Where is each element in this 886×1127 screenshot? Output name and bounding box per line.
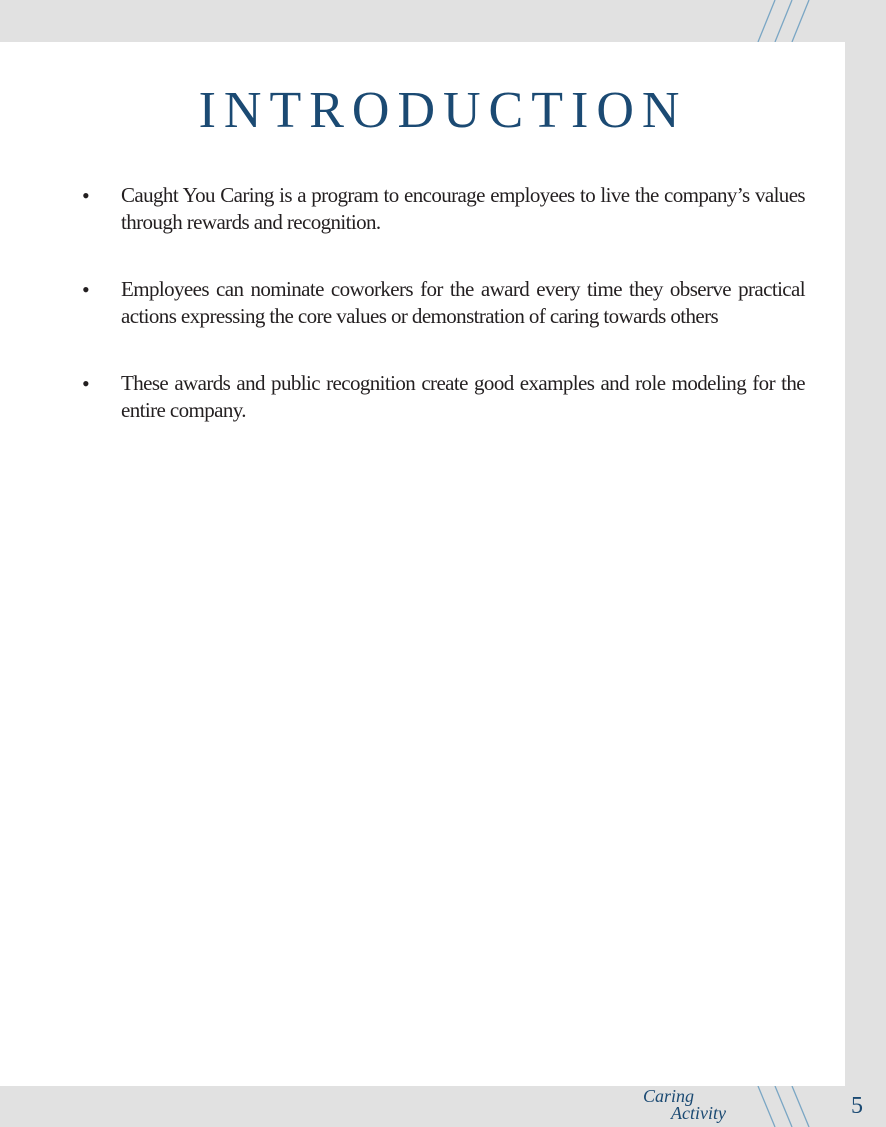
brand-line-activity: Activity — [671, 1103, 726, 1123]
brand-logo — [640, 1086, 740, 1127]
bullet-item — [0, 370, 886, 424]
bullet-marker: • — [82, 371, 90, 396]
bullet-item — [0, 182, 886, 236]
bullet-list — [0, 182, 886, 464]
brand-line-caring: Caring — [643, 1086, 695, 1106]
bullet-text: These awards and public recognition create good examples and role modeling for the entire company. — [121, 371, 805, 422]
page-title: INTRODUCTION — [198, 82, 688, 139]
bullet-text: Caught You Caring is a program to encourage employees to live the company’s values through rewards and recognition. — [121, 183, 805, 234]
bullet-item — [0, 276, 886, 330]
bullet-text: Employees can nominate coworkers for the award every time they observe practical actions expressing the core values or demonstration of caring towards others — [121, 277, 805, 328]
page-frame-right — [845, 0, 886, 1127]
bullet-marker: • — [82, 277, 90, 302]
diagonal-lines-decoration-top — [750, 0, 820, 42]
page-number: 5 — [851, 1093, 863, 1119]
bullet-marker: • — [82, 183, 90, 208]
diagonal-lines-decoration-bottom — [750, 1086, 820, 1127]
